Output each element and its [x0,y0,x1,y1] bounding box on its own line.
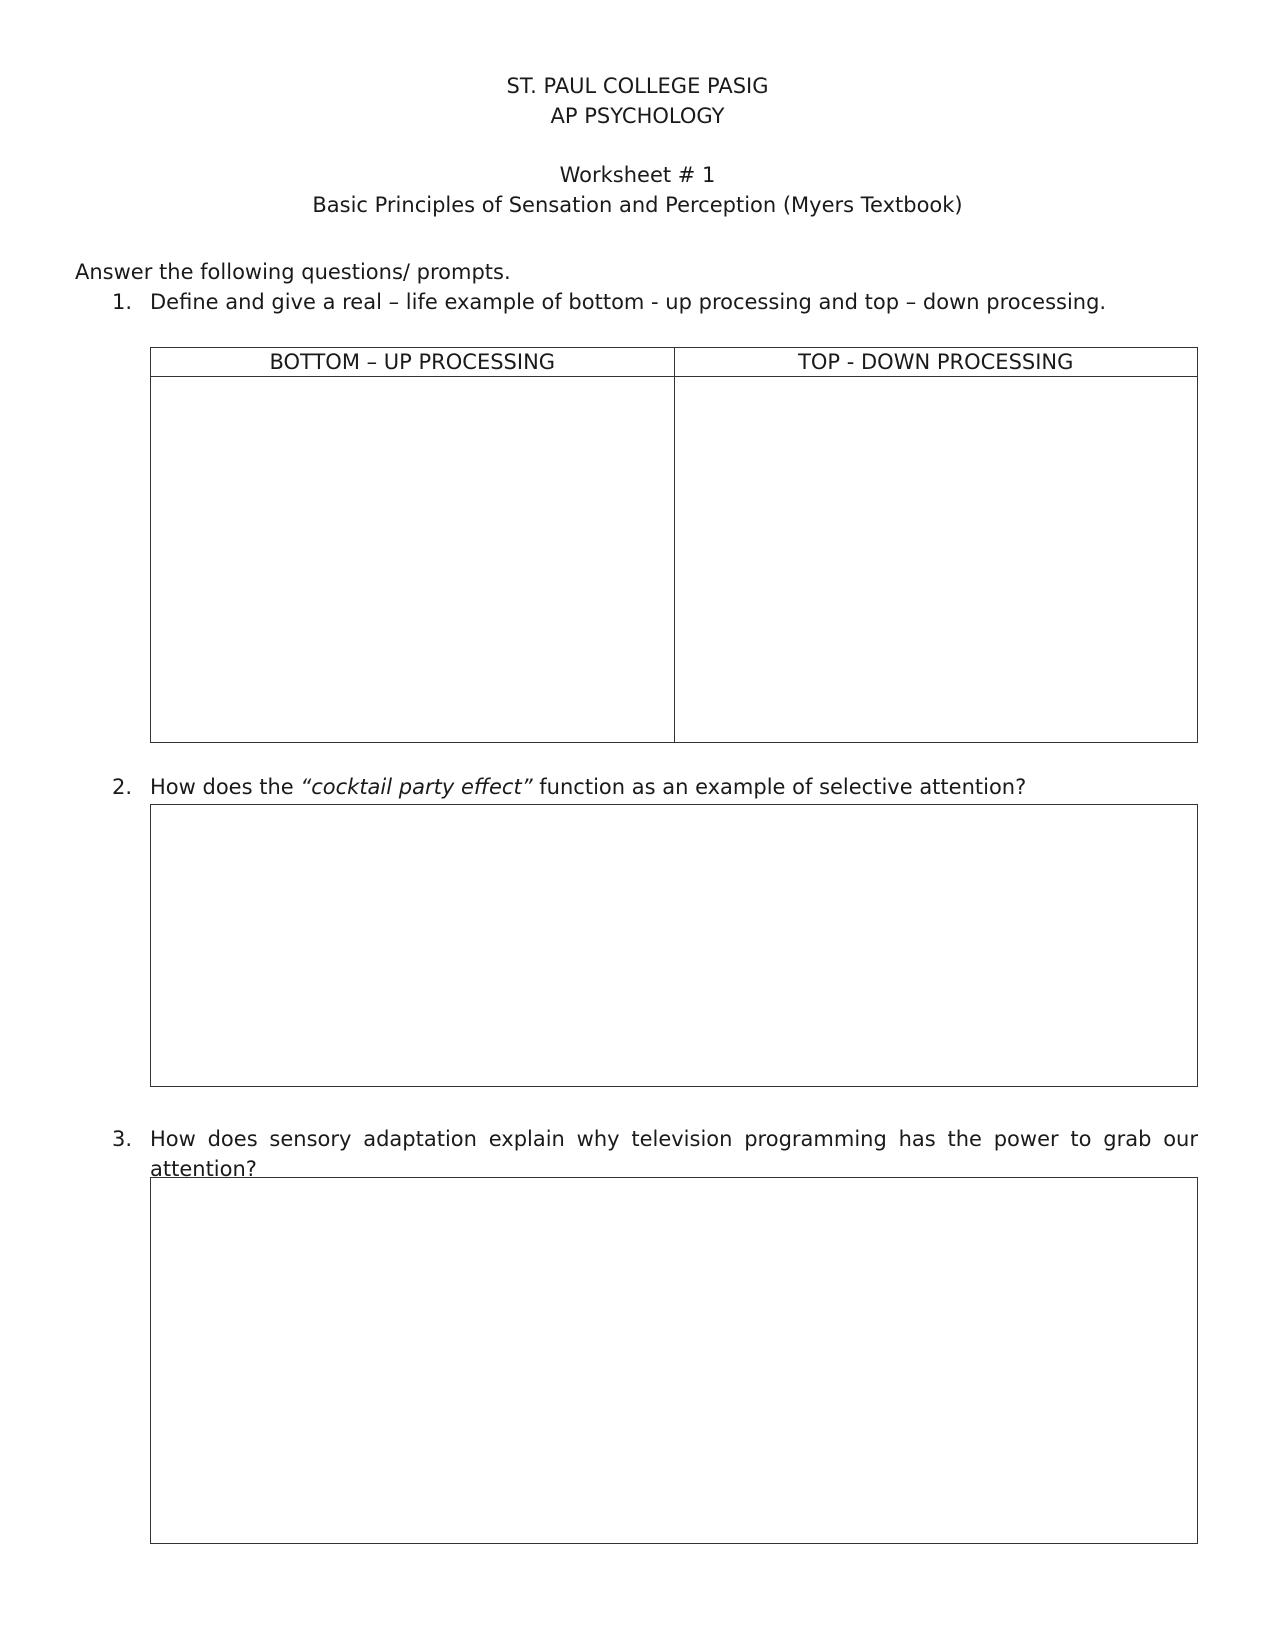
question-1-number: 1. [112,290,133,314]
question-3-number: 3. [112,1127,133,1151]
question-2-text-before: How does the [150,775,301,799]
question-2-answer-box[interactable] [150,804,1198,1087]
instructions: Answer the following questions/ prompts. [75,260,511,284]
question-2-text [150,772,1198,802]
worksheet-topic: Basic Principles of Sensation and Perception (Myers Textbook) [312,193,963,217]
question-1-text: Define and give a real – life example of bottom - up processing and top – down processing. [150,290,1107,314]
top-down-header: TOP - DOWN PROCESSING [674,348,1198,377]
bottom-up-answer-cell[interactable] [151,377,675,743]
question-2-text-after: function as an example of selective attention? [532,775,1027,799]
question-2-term: “cocktail party effect” [300,775,533,799]
processing-table [150,347,1198,743]
question-3-text: How does sensory adaptation explain why television programming has the power to grab our attention? [150,1127,1198,1181]
top-down-answer-cell[interactable] [674,377,1198,743]
question-2-number: 2. [112,775,133,799]
bottom-up-header: BOTTOM – UP PROCESSING [151,348,675,377]
school-name: ST. PAUL COLLEGE PASIG [506,74,769,98]
question-3-answer-box[interactable] [150,1177,1198,1544]
worksheet-number: Worksheet # 1 [559,163,716,187]
subject-title: AP PSYCHOLOGY [550,104,725,128]
